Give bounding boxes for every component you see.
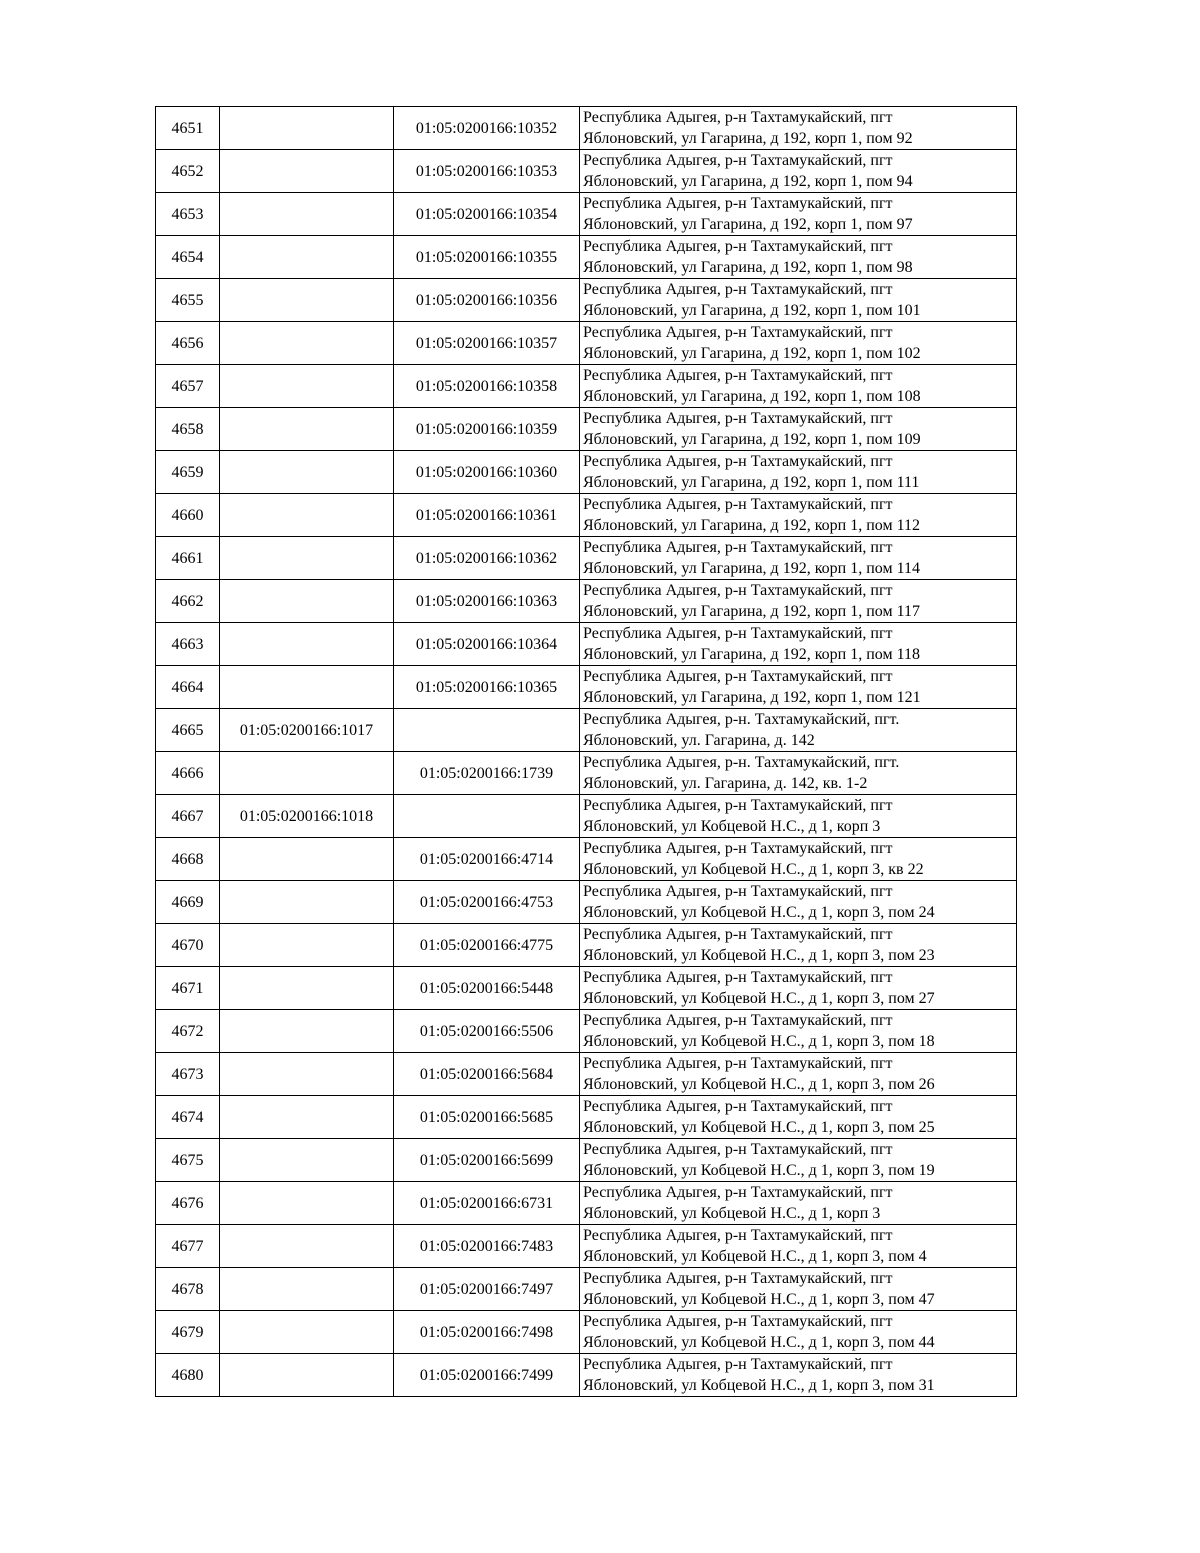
table-row: [156, 408, 1017, 451]
address-cell: [580, 1139, 1017, 1182]
land-cadastral-number-cell: [220, 838, 394, 881]
address-line-1: Республика Адыгея, р-н Тахтамукайский, пгт: [583, 625, 893, 642]
row-number-cell: 4657: [156, 365, 220, 408]
object-cadastral-number-cell: 01:05:0200166:1739: [394, 752, 580, 795]
address-cell: [580, 1096, 1017, 1139]
object-cadastral-number-cell: 01:05:0200166:5448: [394, 967, 580, 1010]
address-cell: [580, 1182, 1017, 1225]
address-line-1: Республика Адыгея, р-н Тахтамукайский, пгт: [583, 582, 893, 599]
object-cadastral-number-cell: 01:05:0200166:10352: [394, 107, 580, 150]
address-line-1: Республика Адыгея, р-н Тахтамукайский, пгт: [583, 1012, 893, 1029]
object-cadastral-number-cell: [394, 795, 580, 838]
land-cadastral-number-cell: [220, 451, 394, 494]
land-cadastral-number-cell: [220, 881, 394, 924]
land-cadastral-number-cell: 01:05:0200166:1018: [220, 795, 394, 838]
address-cell: [580, 881, 1017, 924]
address-line-1: Республика Адыгея, р-н. Тахтамукайский, пгт.: [583, 711, 900, 728]
object-cadastral-number-cell: 01:05:0200166:7498: [394, 1311, 580, 1354]
object-cadastral-number-cell: 01:05:0200166:10358: [394, 365, 580, 408]
land-cadastral-number-cell: [220, 537, 394, 580]
table-row: [156, 1139, 1017, 1182]
address-line-1: Республика Адыгея, р-н Тахтамукайский, пгт: [583, 152, 893, 169]
address-line-2: Яблоновский, ул Кобцевой Н.С., д 1, корп 3, пом 18: [583, 1033, 935, 1050]
address-line-2: Яблоновский, ул. Гагарина, д. 142, кв. 1-2: [583, 775, 868, 792]
address-cell: [580, 1225, 1017, 1268]
address-cell: [580, 752, 1017, 795]
table-row: [156, 709, 1017, 752]
address-line-1: Республика Адыгея, р-н. Тахтамукайский, пгт.: [583, 754, 900, 771]
table-row: [156, 795, 1017, 838]
table-row: [156, 1053, 1017, 1096]
land-cadastral-number-cell: [220, 107, 394, 150]
address-cell: [580, 967, 1017, 1010]
land-cadastral-number-cell: [220, 666, 394, 709]
address-line-2: Яблоновский, ул Кобцевой Н.С., д 1, корп 3, пом 25: [583, 1119, 935, 1136]
address-line-1: Республика Адыгея, р-н Тахтамукайский, пгт: [583, 1141, 893, 1158]
row-number-cell: 4678: [156, 1268, 220, 1311]
registry-table: [155, 106, 1017, 1397]
table-row: [156, 193, 1017, 236]
table-row: [156, 1096, 1017, 1139]
object-cadastral-number-cell: 01:05:0200166:7497: [394, 1268, 580, 1311]
table-row: [156, 967, 1017, 1010]
land-cadastral-number-cell: [220, 1139, 394, 1182]
land-cadastral-number-cell: [220, 494, 394, 537]
address-line-2: Яблоновский, ул Кобцевой Н.С., д 1, корп 3: [583, 1205, 881, 1222]
row-number-cell: 4665: [156, 709, 220, 752]
table-row: [156, 1182, 1017, 1225]
address-line-1: Республика Адыгея, р-н Тахтамукайский, пгт: [583, 1313, 893, 1330]
land-cadastral-number-cell: [220, 967, 394, 1010]
land-cadastral-number-cell: [220, 924, 394, 967]
object-cadastral-number-cell: 01:05:0200166:10359: [394, 408, 580, 451]
table-row: [156, 1010, 1017, 1053]
address-line-2: Яблоновский, ул Гагарина, д 192, корп 1, пом 114: [583, 560, 920, 577]
land-cadastral-number-cell: [220, 1053, 394, 1096]
table-row: [156, 107, 1017, 150]
address-line-1: Республика Адыгея, р-н Тахтамукайский, пгт: [583, 926, 893, 943]
table-row: [156, 322, 1017, 365]
address-line-2: Яблоновский, ул Кобцевой Н.С., д 1, корп 3, пом 27: [583, 990, 935, 1007]
address-line-1: Республика Адыгея, р-н Тахтамукайский, пгт: [583, 367, 893, 384]
object-cadastral-number-cell: 01:05:0200166:10357: [394, 322, 580, 365]
address-line-1: Республика Адыгея, р-н Тахтамукайский, пгт: [583, 281, 893, 298]
address-line-2: Яблоновский, ул Гагарина, д 192, корп 1, пом 102: [583, 345, 921, 362]
row-number-cell: 4663: [156, 623, 220, 666]
row-number-cell: 4680: [156, 1354, 220, 1397]
table-row: [156, 623, 1017, 666]
land-cadastral-number-cell: [220, 752, 394, 795]
address-line-2: Яблоновский, ул Гагарина, д 192, корп 1, пом 97: [583, 216, 913, 233]
row-number-cell: 4674: [156, 1096, 220, 1139]
address-line-1: Республика Адыгея, р-н Тахтамукайский, пгт: [583, 1227, 893, 1244]
address-line-1: Республика Адыгея, р-н Тахтамукайский, пгт: [583, 195, 893, 212]
land-cadastral-number-cell: [220, 623, 394, 666]
object-cadastral-number-cell: 01:05:0200166:10353: [394, 150, 580, 193]
address-line-1: Республика Адыгея, р-н Тахтамукайский, пгт: [583, 840, 893, 857]
row-number-cell: 4677: [156, 1225, 220, 1268]
table-row: [156, 365, 1017, 408]
address-cell: [580, 1010, 1017, 1053]
object-cadastral-number-cell: 01:05:0200166:10360: [394, 451, 580, 494]
address-cell: [580, 580, 1017, 623]
table-row: [156, 279, 1017, 322]
land-cadastral-number-cell: [220, 1182, 394, 1225]
object-cadastral-number-cell: 01:05:0200166:5506: [394, 1010, 580, 1053]
row-number-cell: 4667: [156, 795, 220, 838]
table-row: [156, 1225, 1017, 1268]
object-cadastral-number-cell: 01:05:0200166:10363: [394, 580, 580, 623]
table-row: [156, 666, 1017, 709]
address-line-2: Яблоновский, ул Гагарина, д 192, корп 1, пом 111: [583, 474, 920, 491]
address-line-2: Яблоновский, ул Гагарина, д 192, корп 1, пом 98: [583, 259, 913, 276]
address-cell: [580, 408, 1017, 451]
object-cadastral-number-cell: 01:05:0200166:7499: [394, 1354, 580, 1397]
address-cell: [580, 193, 1017, 236]
address-line-1: Республика Адыгея, р-н Тахтамукайский, пгт: [583, 496, 893, 513]
address-line-1: Республика Адыгея, р-н Тахтамукайский, пгт: [583, 969, 893, 986]
address-line-2: Яблоновский, ул Гагарина, д 192, корп 1, пом 109: [583, 431, 921, 448]
address-line-2: Яблоновский, ул Кобцевой Н.С., д 1, корп 3, пом 44: [583, 1334, 935, 1351]
object-cadastral-number-cell: 01:05:0200166:10364: [394, 623, 580, 666]
object-cadastral-number-cell: [394, 709, 580, 752]
object-cadastral-number-cell: 01:05:0200166:7483: [394, 1225, 580, 1268]
address-cell: [580, 666, 1017, 709]
address-line-1: Республика Адыгея, р-н Тахтамукайский, пгт: [583, 797, 893, 814]
address-line-2: Яблоновский, ул Гагарина, д 192, корп 1, пом 94: [583, 173, 913, 190]
address-line-2: Яблоновский, ул Гагарина, д 192, корп 1, пом 118: [583, 646, 920, 663]
land-cadastral-number-cell: [220, 193, 394, 236]
row-number-cell: 4664: [156, 666, 220, 709]
row-number-cell: 4671: [156, 967, 220, 1010]
address-line-2: Яблоновский, ул Кобцевой Н.С., д 1, корп 3, пом 19: [583, 1162, 935, 1179]
object-cadastral-number-cell: 01:05:0200166:10354: [394, 193, 580, 236]
row-number-cell: 4659: [156, 451, 220, 494]
address-line-1: Республика Адыгея, р-н Тахтамукайский, пгт: [583, 410, 893, 427]
address-line-1: Республика Адыгея, р-н Тахтамукайский, пгт: [583, 1356, 893, 1373]
row-number-cell: 4675: [156, 1139, 220, 1182]
address-cell: [580, 1268, 1017, 1311]
address-line-1: Республика Адыгея, р-н Тахтамукайский, пгт: [583, 1270, 893, 1287]
address-cell: [580, 1053, 1017, 1096]
address-line-2: Яблоновский, ул Кобцевой Н.С., д 1, корп 3, пом 24: [583, 904, 935, 921]
land-cadastral-number-cell: [220, 279, 394, 322]
address-cell: [580, 623, 1017, 666]
address-cell: [580, 1354, 1017, 1397]
address-line-1: Республика Адыгея, р-н Тахтамукайский, пгт: [583, 453, 893, 470]
table-row: [156, 838, 1017, 881]
land-cadastral-number-cell: [220, 236, 394, 279]
address-line-2: Яблоновский, ул Кобцевой Н.С., д 1, корп 3, пом 47: [583, 1291, 935, 1308]
address-line-2: Яблоновский, ул Кобцевой Н.С., д 1, корп 3, кв 22: [583, 861, 924, 878]
address-line-1: Республика Адыгея, р-н Тахтамукайский, пгт: [583, 324, 893, 341]
address-cell: [580, 537, 1017, 580]
table-row: [156, 150, 1017, 193]
row-number-cell: 4652: [156, 150, 220, 193]
table-row: [156, 752, 1017, 795]
table-row: [156, 451, 1017, 494]
address-cell: [580, 838, 1017, 881]
address-cell: [580, 1311, 1017, 1354]
address-line-1: Республика Адыгея, р-н Тахтамукайский, пгт: [583, 1098, 893, 1115]
address-cell: [580, 795, 1017, 838]
address-cell: [580, 451, 1017, 494]
table-row: [156, 537, 1017, 580]
object-cadastral-number-cell: 01:05:0200166:6731: [394, 1182, 580, 1225]
table-row: [156, 580, 1017, 623]
address-line-1: Республика Адыгея, р-н Тахтамукайский, пгт: [583, 238, 893, 255]
land-cadastral-number-cell: [220, 1354, 394, 1397]
table-row: [156, 924, 1017, 967]
land-cadastral-number-cell: [220, 150, 394, 193]
row-number-cell: 4666: [156, 752, 220, 795]
row-number-cell: 4654: [156, 236, 220, 279]
land-cadastral-number-cell: [220, 1225, 394, 1268]
row-number-cell: 4655: [156, 279, 220, 322]
table-row: [156, 1311, 1017, 1354]
address-cell: [580, 365, 1017, 408]
address-line-2: Яблоновский, ул Гагарина, д 192, корп 1, пом 108: [583, 388, 921, 405]
object-cadastral-number-cell: 01:05:0200166:5699: [394, 1139, 580, 1182]
address-line-2: Яблоновский, ул Кобцевой Н.С., д 1, корп 3, пом 26: [583, 1076, 935, 1093]
row-number-cell: 4670: [156, 924, 220, 967]
address-cell: [580, 107, 1017, 150]
row-number-cell: 4653: [156, 193, 220, 236]
address-line-1: Республика Адыгея, р-н Тахтамукайский, пгт: [583, 668, 893, 685]
address-line-1: Республика Адыгея, р-н Тахтамукайский, пгт: [583, 883, 893, 900]
address-line-2: Яблоновский, ул. Гагарина, д. 142: [583, 732, 815, 749]
table-row: [156, 881, 1017, 924]
object-cadastral-number-cell: 01:05:0200166:4775: [394, 924, 580, 967]
object-cadastral-number-cell: 01:05:0200166:10365: [394, 666, 580, 709]
address-line-1: Республика Адыгея, р-н Тахтамукайский, пгт: [583, 1184, 893, 1201]
land-cadastral-number-cell: [220, 408, 394, 451]
address-line-2: Яблоновский, ул Кобцевой Н.С., д 1, корп 3, пом 4: [583, 1248, 927, 1265]
address-cell: [580, 494, 1017, 537]
address-cell: [580, 322, 1017, 365]
object-cadastral-number-cell: 01:05:0200166:10356: [394, 279, 580, 322]
address-line-2: Яблоновский, ул Кобцевой Н.С., д 1, корп 3, пом 23: [583, 947, 935, 964]
object-cadastral-number-cell: 01:05:0200166:5684: [394, 1053, 580, 1096]
row-number-cell: 4672: [156, 1010, 220, 1053]
table-row: [156, 236, 1017, 279]
address-line-2: Яблоновский, ул Гагарина, д 192, корп 1, пом 121: [583, 689, 921, 706]
row-number-cell: 4679: [156, 1311, 220, 1354]
address-cell: [580, 150, 1017, 193]
row-number-cell: 4658: [156, 408, 220, 451]
row-number-cell: 4662: [156, 580, 220, 623]
object-cadastral-number-cell: 01:05:0200166:5685: [394, 1096, 580, 1139]
address-cell: [580, 236, 1017, 279]
land-cadastral-number-cell: [220, 322, 394, 365]
row-number-cell: 4668: [156, 838, 220, 881]
object-cadastral-number-cell: 01:05:0200166:4714: [394, 838, 580, 881]
object-cadastral-number-cell: 01:05:0200166:10355: [394, 236, 580, 279]
address-line-1: Республика Адыгея, р-н Тахтамукайский, пгт: [583, 1055, 893, 1072]
object-cadastral-number-cell: 01:05:0200166:10362: [394, 537, 580, 580]
land-cadastral-number-cell: [220, 580, 394, 623]
row-number-cell: 4676: [156, 1182, 220, 1225]
object-cadastral-number-cell: 01:05:0200166:10361: [394, 494, 580, 537]
address-line-1: Республика Адыгея, р-н Тахтамукайский, пгт: [583, 109, 893, 126]
row-number-cell: 4651: [156, 107, 220, 150]
address-cell: [580, 709, 1017, 752]
row-number-cell: 4656: [156, 322, 220, 365]
row-number-cell: 4673: [156, 1053, 220, 1096]
object-cadastral-number-cell: 01:05:0200166:4753: [394, 881, 580, 924]
address-line-2: Яблоновский, ул Гагарина, д 192, корп 1, пом 92: [583, 130, 913, 147]
land-cadastral-number-cell: [220, 1311, 394, 1354]
land-cadastral-number-cell: [220, 365, 394, 408]
land-cadastral-number-cell: 01:05:0200166:1017: [220, 709, 394, 752]
address-line-2: Яблоновский, ул Гагарина, д 192, корп 1, пом 112: [583, 517, 920, 534]
address-cell: [580, 924, 1017, 967]
address-line-1: Республика Адыгея, р-н Тахтамукайский, пгт: [583, 539, 893, 556]
table-row: [156, 1354, 1017, 1397]
address-cell: [580, 279, 1017, 322]
address-line-2: Яблоновский, ул Гагарина, д 192, корп 1, пом 117: [583, 603, 920, 620]
address-line-2: Яблоновский, ул Гагарина, д 192, корп 1, пом 101: [583, 302, 921, 319]
registry-table-body: [156, 107, 1017, 1397]
land-cadastral-number-cell: [220, 1268, 394, 1311]
land-cadastral-number-cell: [220, 1010, 394, 1053]
address-line-2: Яблоновский, ул Кобцевой Н.С., д 1, корп 3: [583, 818, 881, 835]
row-number-cell: 4660: [156, 494, 220, 537]
row-number-cell: 4669: [156, 881, 220, 924]
table-row: [156, 1268, 1017, 1311]
row-number-cell: 4661: [156, 537, 220, 580]
address-line-2: Яблоновский, ул Кобцевой Н.С., д 1, корп 3, пом 31: [583, 1377, 935, 1394]
table-row: [156, 494, 1017, 537]
land-cadastral-number-cell: [220, 1096, 394, 1139]
